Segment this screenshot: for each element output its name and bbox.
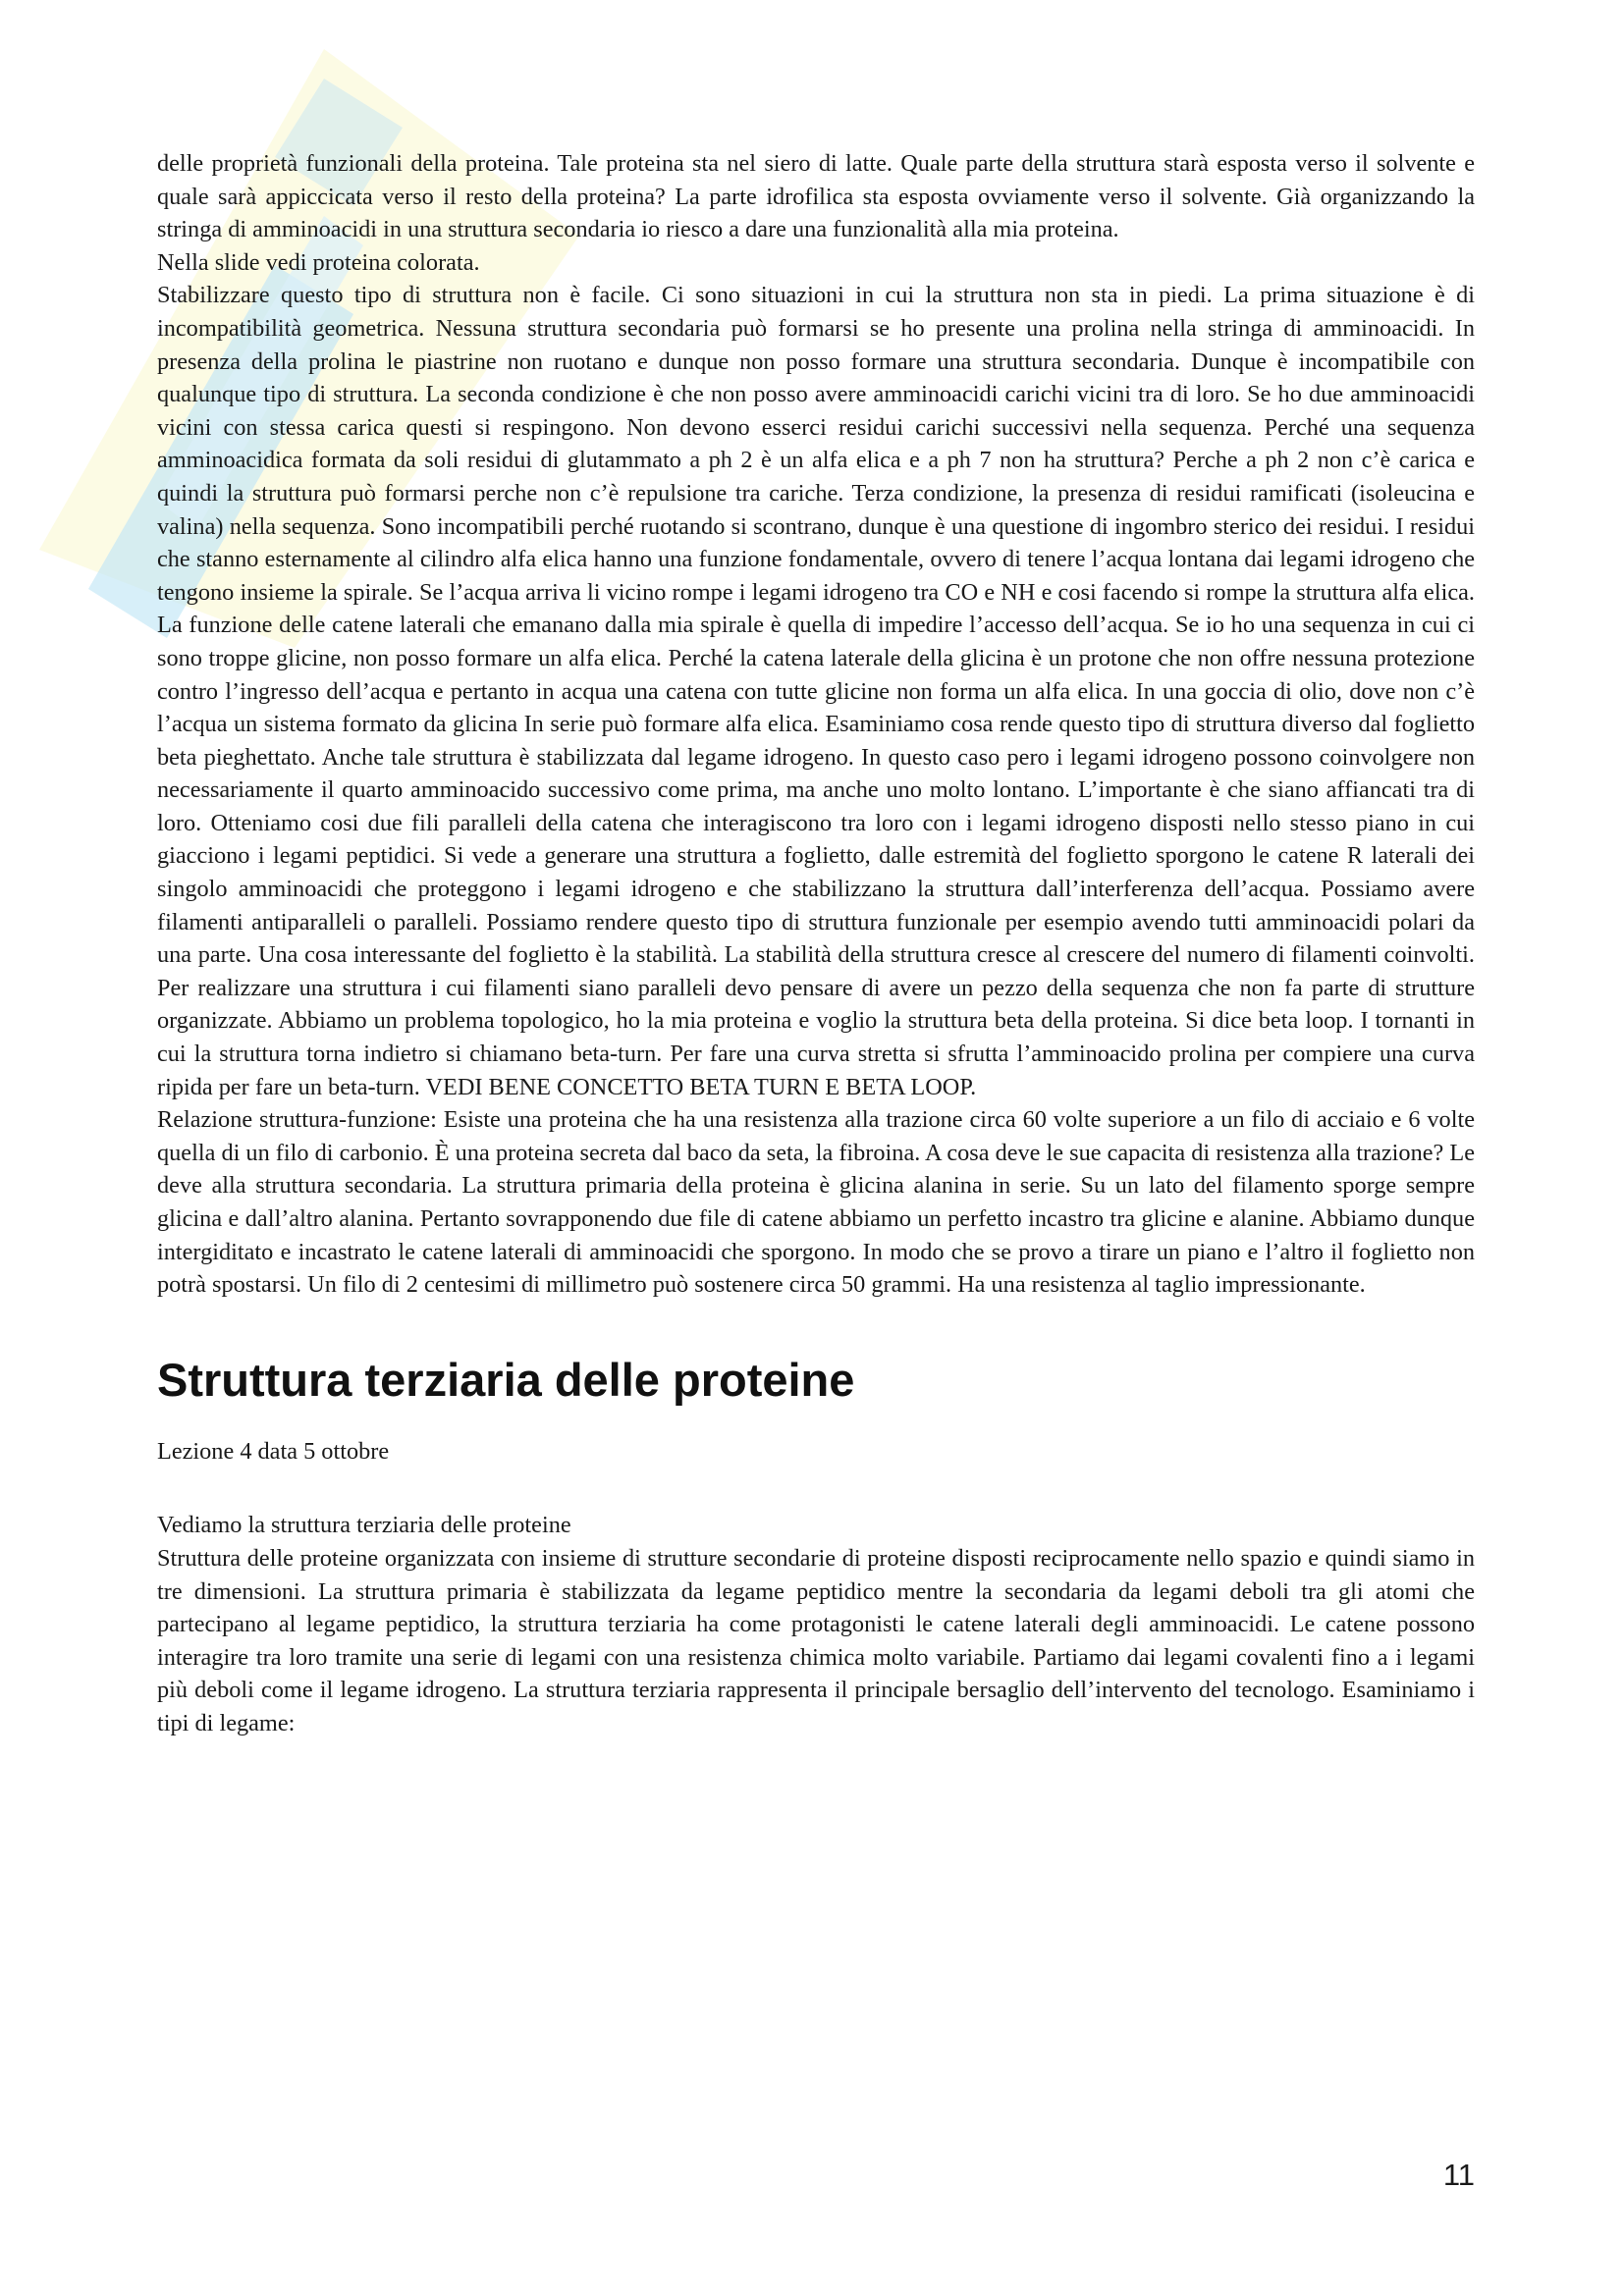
lesson-date: Lezione 4 data 5 ottobre: [157, 1437, 390, 1465]
document-page: [157, 147, 1475, 1740]
paragraph-stabilita-struttura: Stabilizzare questo tipo di struttura non è facile. Ci sono situazioni in cui la struttura non sta in piedi. La prima situazione è di incompatibilità geometrica. Nessuna struttura secondaria può formarsi se ho presente una prolina nella stringa di amminoacidi. In presenza della prolina le piastrine non ruotano e dunque non posso formare una struttura secondaria. Dunque è incompatibile con qualunque tipo di struttura. La seconda condizione è che non posso avere amminoacidi carichi vicini tra di loro. Se ho due amminoacidi vicini con stessa carica questi si respingono. Non devono esserci residui carichi successivi nella sequenza. Perché una sequenza amminoacidica formata da soli residui di glutammato a ph 2 è un alfa elica e a ph 7 non ha struttura? Perche a ph 2 non c’è carica e quindi la struttura può formarsi perche non c’è repulsione tra cariche. Terza condizione, la presenza di residui ramificati (isoleucina e valina) nella sequenza. Sono incompatibili perché ruotando si scontrano, dunque è una questione di ingombro sterico dei residui. I residui che stanno esternamente al cilindro alfa elica hanno una funzione fondamentale, ovvero di tenere l’acqua lontana dai legami idrogeno che tengono insieme la spirale. Se l’acqua arriva li vicino rompe i legami idrogeno tra CO e NH e cosi facendo si rompe la struttura alfa elica. La funzione delle catene laterali che emanano dalla mia spirale è quella di impedire l’accesso dell’acqua. Se io ho una sequenza in cui ci sono troppe glicine, non posso formare un alfa elica. Perché la catena laterale della glicina è un protone che non offre nessuna protezione contro l’ingresso dell’acqua e pertanto in acqua una catena con tutte glicine non forma un alfa elica. In una goccia di olio, dove non c’è l’acqua un sistema formato da glicina In serie può formare alfa elica. Esaminiamo cosa rende questo tipo di struttura diverso dal foglietto beta pieghettato. Anche tale struttura è stabilizzata dal legame idrogeno. In questo caso pero i legami idrogeno possono coinvolgere non necessariamente il quarto amminoacido successivo come prima, ma anche uno molto lontano. L’importante è che siano affiancati tra di loro. Otteniamo cosi due fili paralleli della catena che interagiscono tra loro con i legami idrogeno disposti nello stesso piano in cui giacciono i legami peptidici. Si vede a generare una struttura a foglietto, dalle estremità del foglietto sporgono le catene R laterali dei singolo amminoacidi che proteggono i legami idrogeno e che stabilizzano la struttura dall’interferenza dell’acqua. Possiamo avere filamenti antiparalleli o paralleli. Possiamo rendere questo tipo di struttura funzionale per esempio avendo tutti amminoacidi polari da una parte. Una cosa interessante del foglietto è la stabilità. La stabilità della struttura cresce al crescere del numero di filamenti coinvolti. Per realizzare una struttura i cui filamenti siano paralleli devo pensare di avere un pezzo della sequenza che non fa parte di strutture organizzate. Abbiamo un problema topologico, ho la mia proteina e voglio la struttura beta della proteina. Si dice beta loop. I tornanti in cui la struttura torna indietro si chiamano beta-turn. Per fare una curva stretta si sfrutta l’amminoacido prolina per compiere una curva ripida per fare un beta-turn. VEDI BENE CONCETTO BETA TURN E BETA LOOP.: [157, 282, 1475, 1100]
paragraph-struttura-terziaria: Struttura delle proteine organizzata con insieme di strutture secondarie di proteine disposti reciprocamente nello spazio e quindi siamo in tre dimensioni. La struttura primaria è stabilizzata da legame peptidico mentre la secondaria da legami deboli tra gli atomi che partecipano al legame peptidico, la struttura terziaria ha come protagonisti le catene laterali degli amminoacidi. Le catene possono interagire tra loro tramite una serie di legami con una resistenza chimica molto variabile. Partiamo dai legami covalenti fino a i legami più deboli come il legame idrogeno. La struttura terziaria rappresenta il principale bersaglio dell’intervento del tecnologo. Esaminiamo i tipi di legame:: [157, 1544, 1475, 1736]
paragraph-proteina-funzionale: delle proprietà funzionali della proteina. Tale proteina sta nel siero di latte. Quale parte della struttura starà esposta verso il solvente e quale sarà appiccicata verso il resto della proteina? La parte idrofilica sta esposta ovviamente verso il solvente. Già organizzando la stringa di amminoacidi in una struttura secondaria io riesco a dare una funzionalità alla mia proteina.: [157, 150, 1475, 243]
page-number: 11: [1442, 2158, 1475, 2192]
section-intro: Vediamo la struttura terziaria delle proteine: [157, 1512, 571, 1539]
section-heading: Struttura terziaria delle proteine: [157, 1353, 855, 1406]
paragraph-slide-note: Nella slide vedi proteina colorata.: [157, 248, 480, 276]
paragraph-struttura-funzione: Relazione struttura-funzione: Esiste una proteina che ha una resistenza alla trazione circa 60 volte superiore a un filo di acciaio e 6 volte quella di un filo di carbonio. È una proteina secreta dal baco da seta, la fibroina. A cosa deve le sue capacita di resistenza alla trazione? Le deve alla struttura secondaria. La struttura primaria della proteina è glicina alanina in serie. Su un lato del filamento sporge sempre glicina e dall’altro alanina. Pertanto sovrapponendo due file di catene abbiamo un perfetto incastro tra glicine e alanine. Abbiamo dunque intergiditato e incastrato le catene laterali di amminoacidi che sporgono. In modo che se provo a tirare un piano e l’altro il foglietto non potrà spostarsi. Un filo di 2 centesimi di millimetro può sostenere circa 50 grammi. Ha una resistenza al taglio impressionante.: [157, 1106, 1475, 1299]
